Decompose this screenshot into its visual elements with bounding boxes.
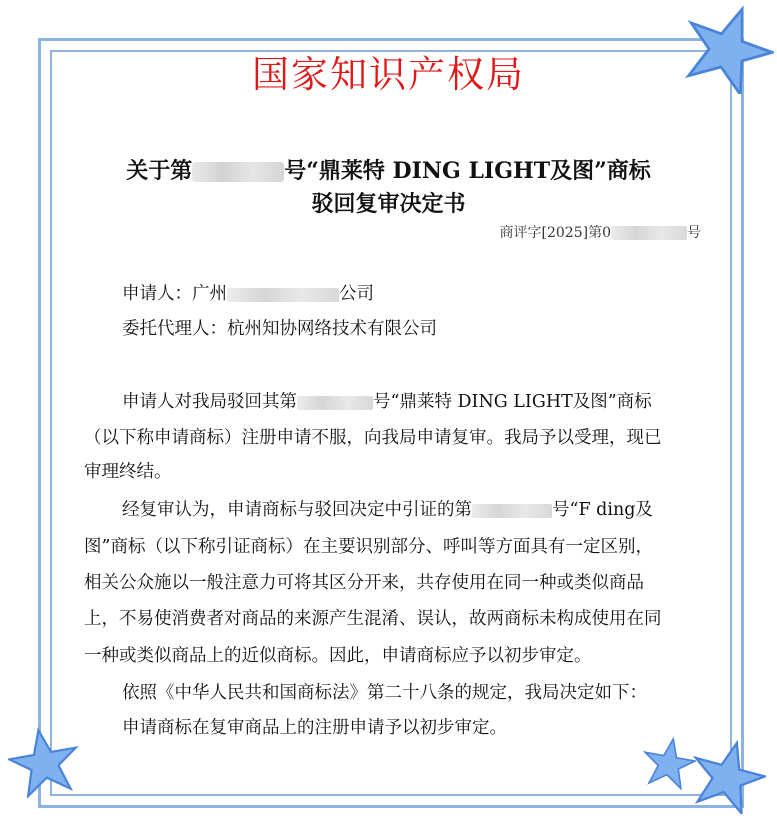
ref-suffix: 号 bbox=[687, 225, 701, 241]
redacted-ref bbox=[611, 226, 687, 240]
star-bottom-right-small-icon bbox=[642, 736, 696, 790]
redacted-number bbox=[192, 162, 284, 182]
p2-text-b: 号“F ding及 bbox=[552, 500, 653, 520]
agent-line: 委托代理人：杭州知协网络技术有限公司 bbox=[122, 319, 437, 339]
p2-line5: 一种或类似商品上的近似商标。因此，申请商标应予以初步审定。 bbox=[84, 646, 592, 666]
applicant-suffix: 公司 bbox=[339, 284, 374, 304]
reference-number bbox=[500, 222, 701, 242]
p1-text-a: 申请人对我局驳回其第 bbox=[122, 392, 297, 412]
p4-line: 申请商标在复审商品上的注册申请予以初步审定。 bbox=[122, 718, 507, 738]
star-bottom-left-icon bbox=[8, 726, 80, 798]
p1-text-b: 号“鼎莱特 DING LIGHT及图”商标 bbox=[373, 392, 652, 412]
p2-line1 bbox=[122, 498, 653, 522]
applicant-label: 申请人：广州 bbox=[122, 284, 227, 304]
p2-line4: 上，不易使消费者对商品的来源产生混淆、误认，故两商标未构成使用在同 bbox=[84, 609, 662, 629]
p1-line1 bbox=[122, 390, 652, 414]
redacted-applicant bbox=[227, 288, 339, 302]
decision-title-line2: 驳回复审决定书 bbox=[311, 191, 466, 217]
p2-line2: 图”商标（以下称引证商标）在主要识别部分、呼叫等方面具有一定区别， bbox=[84, 537, 653, 557]
title-prefix: 关于第 bbox=[126, 158, 193, 184]
p3-line: 依照《中华人民共和国商标法》第二十八条的规定，我局决定如下： bbox=[122, 683, 647, 703]
ref-prefix: 商评字[2025]第0 bbox=[499, 225, 611, 241]
p2-line3: 相关公众施以一般注意力可将其区分开来，共存使用在同一种或类似商品 bbox=[84, 573, 644, 593]
title-suffix: 号“鼎莱特 DING LIGHT及图”商标 bbox=[284, 158, 651, 184]
p2-text-a: 经复审认为，申请商标与驳回决定中引证的第 bbox=[122, 500, 472, 520]
p1-line3: 审理终结。 bbox=[84, 462, 172, 482]
decision-title-line1 bbox=[0, 154, 777, 185]
star-bottom-right-large-icon bbox=[690, 738, 766, 814]
applicant-line bbox=[122, 282, 374, 306]
redacted-cited-no bbox=[472, 504, 552, 518]
p1-line2: （以下称申请商标）注册申请不服，向我局申请复审。我局予以受理，现已 bbox=[84, 428, 662, 448]
redacted-appno bbox=[297, 396, 373, 410]
org-header: 国家知识产权局 bbox=[252, 53, 525, 96]
